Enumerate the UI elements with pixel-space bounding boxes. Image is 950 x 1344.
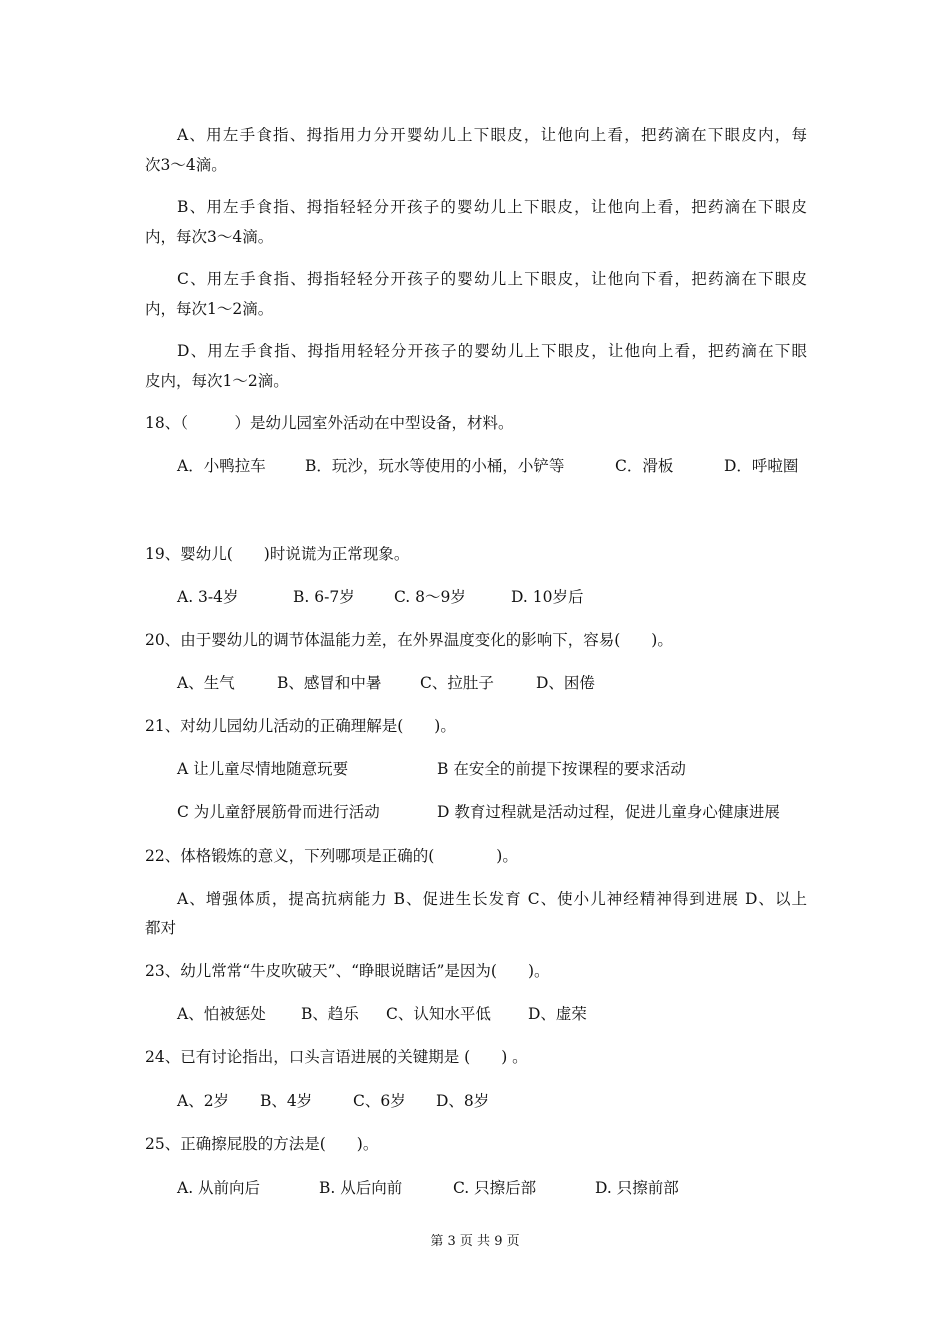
- q21-stem: 21、对幼儿园幼儿活动的正确理解是( )。: [145, 717, 456, 735]
- q23-stem: 23、幼儿常常“牛皮吹破天”、“睁眼说瞎话”是因为( )。: [145, 962, 550, 980]
- q17-option-c-line2: 内，每次1～2滴。: [145, 300, 274, 318]
- q18-stem: 18、（ ）是幼儿园室外活动在中型设备，材料。: [145, 414, 514, 432]
- q19-option-d: D. 10岁后: [511, 588, 584, 606]
- q25-option-b: B. 从后向前: [319, 1179, 403, 1197]
- q17-option-d-line2: 皮内，每次1～2滴。: [145, 372, 289, 390]
- q20-option-c: C、拉肚子: [420, 674, 494, 692]
- q19-option-a: A. 3-4岁: [177, 588, 239, 606]
- q21-option-a: A 让儿童尽情地随意玩要: [177, 760, 349, 778]
- q24-stem: 24、已有讨论指出，口头言语进展的关键期是 ( ) 。: [145, 1048, 528, 1066]
- q20-option-d: D、困倦: [536, 674, 595, 692]
- q18-option-a: A．小鸭拉车: [177, 457, 266, 475]
- q17-option-c-line1: C、用左手食指、拇指轻轻分开孩子的婴幼儿上下眼皮，让他向下看，把药滴在下眼皮: [177, 270, 807, 288]
- q25-stem: 25、正确擦屁股的方法是( )。: [145, 1135, 379, 1153]
- q24-option-c: C、6岁: [353, 1092, 406, 1110]
- q17-option-b-line2: 内，每次3～4滴。: [145, 228, 274, 246]
- q17-option-a-line2: 次3～4滴。: [145, 156, 227, 174]
- q21-option-c: C 为儿童舒展筋骨而进行活动: [177, 803, 380, 821]
- page-number-footer: 第 3 页 共 9 页: [430, 1234, 520, 1249]
- q24-option-b: B、4岁: [260, 1092, 313, 1110]
- q23-option-c: C、认知水平低: [386, 1005, 491, 1023]
- q23-option-a: A、怕被惩处: [177, 1005, 266, 1023]
- q17-option-a-line1: A、用左手食指、拇指用力分开婴幼儿上下眼皮，让他向上看，把药滴在下眼皮内，每: [177, 126, 807, 144]
- q25-option-a: A. 从前向后: [177, 1179, 261, 1197]
- q20-option-a: A、生气: [177, 674, 235, 692]
- q17-option-b-line1: B、用左手食指、拇指轻轻分开孩子的婴幼儿上下眼皮，让他向上看，把药滴在下眼皮: [177, 198, 807, 216]
- q20-stem: 20、由于婴幼儿的调节体温能力差，在外界温度变化的影响下，容易( )。: [145, 631, 673, 649]
- q22-options-line2: 都对: [145, 919, 177, 937]
- q18-option-b: B．玩沙，玩水等使用的小桶，小铲等: [305, 457, 565, 475]
- q22-options-line1: A、增强体质，提高抗病能力 B、促进生长发育 C、使小儿神经精神得到进展 D、以上: [177, 890, 807, 908]
- q24-option-d: D、8岁: [436, 1092, 490, 1110]
- q22-stem: 22、体格锻炼的意义，下列哪项是正确的( )。: [145, 847, 518, 865]
- q20-option-b: B、感冒和中暑: [277, 674, 382, 692]
- q18-option-d: D．呼啦圈: [724, 457, 799, 475]
- q21-option-d: D 教育过程就是活动过程，促进儿童身心健康进展: [437, 803, 780, 821]
- q19-option-c: C. 8～9岁: [394, 588, 466, 606]
- q18-option-c: C．滑板: [615, 457, 674, 475]
- q23-option-d: D、虚荣: [528, 1005, 587, 1023]
- q25-option-d: D. 只擦前部: [595, 1179, 679, 1197]
- q24-option-a: A、2岁: [177, 1092, 230, 1110]
- q17-option-d-line1: D、用左手食指、拇指用轻轻分开孩子的婴幼儿上下眼皮，让他向上看，把药滴在下眼: [177, 342, 807, 360]
- q19-stem: 19、婴幼儿( )时说谎为正常现象。: [145, 545, 410, 563]
- q21-option-b: B 在安全的前提下按课程的要求活动: [437, 760, 686, 778]
- q25-option-c: C. 只擦后部: [453, 1179, 537, 1197]
- q19-option-b: B. 6-7岁: [293, 588, 355, 606]
- q23-option-b: B、趋乐: [301, 1005, 359, 1023]
